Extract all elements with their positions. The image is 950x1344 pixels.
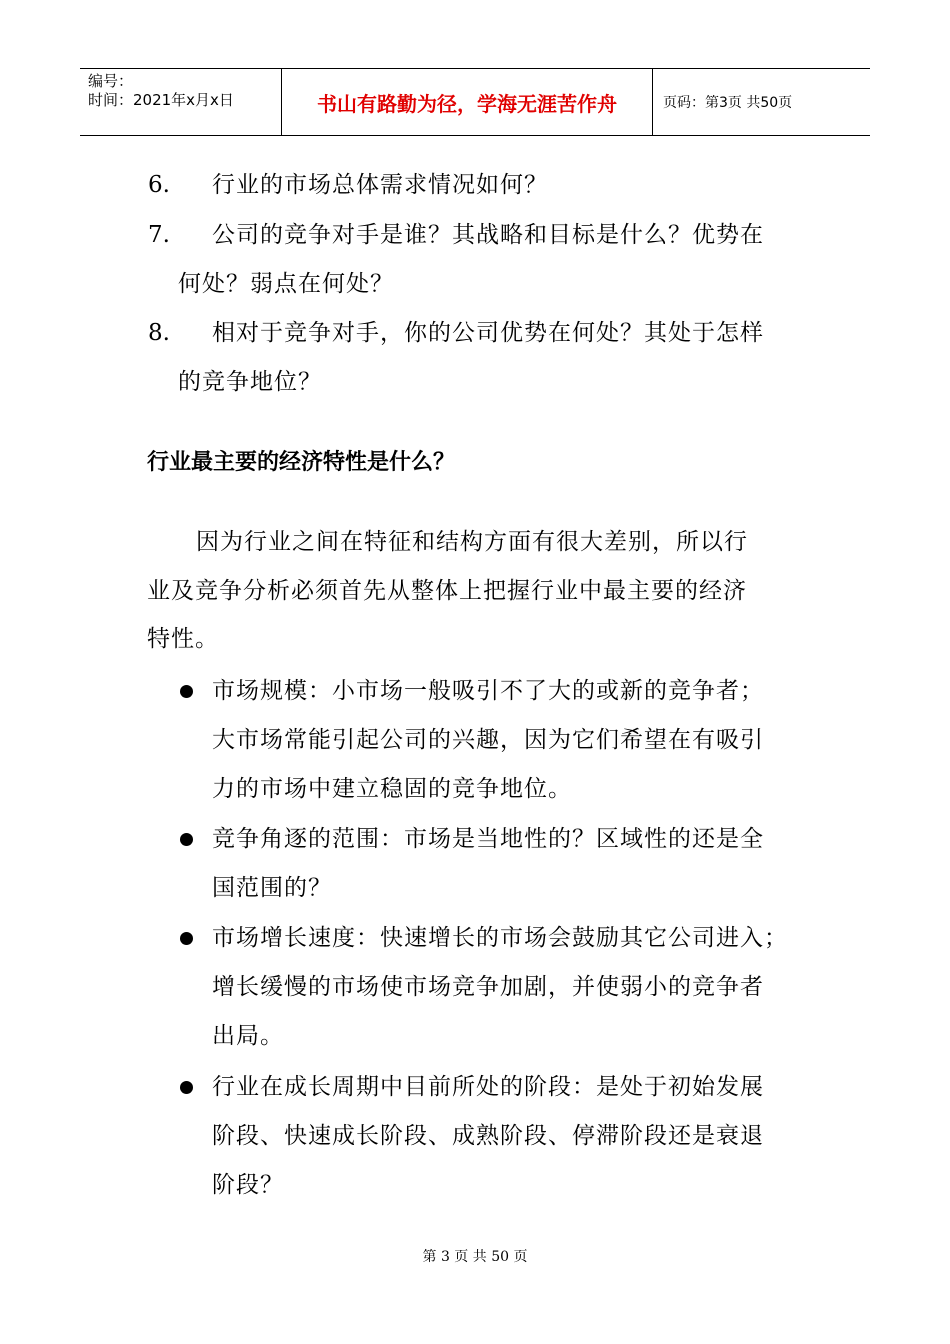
question-line: 相对于竞争对手，你的公司优势在何处？其处于怎样 xyxy=(212,320,764,346)
page-footer: 第 3 页 共 50 页 xyxy=(422,1249,528,1265)
paragraph-line: 业及竞争分析必须首先从整体上把握行业中最主要的经济 xyxy=(147,578,747,604)
question-line: 何处？弱点在何处？ xyxy=(178,271,394,297)
header-page-info: 页码：第3页 共50页 xyxy=(663,95,793,111)
header-meta xyxy=(80,69,282,135)
bullet-line: 阶段？ xyxy=(212,1172,284,1198)
bullet-line: 行业在成长周期中目前所处的阶段：是处于初始发展 xyxy=(212,1074,764,1100)
bullet-line: 国范围的？ xyxy=(212,875,332,901)
bullet-line: 竞争角逐的范围：市场是当地性的？区域性的还是全 xyxy=(212,826,764,852)
question-number: 6. xyxy=(148,172,170,198)
question-line: 公司的竞争对手是谁？其战略和目标是什么？优势在 xyxy=(212,222,764,248)
paragraph-line: 特性。 xyxy=(147,626,219,652)
time-label: 时间：2021年x月x日 xyxy=(88,91,234,109)
page-header xyxy=(80,68,870,136)
bullet-line: 市场增长速度：快速增长的市场会鼓励其它公司进入； xyxy=(212,925,788,951)
bullet-line: 力的市场中建立稳固的竞争地位。 xyxy=(212,776,572,802)
bullet-icon xyxy=(180,932,193,945)
paragraph-line: 因为行业之间在特征和结构方面有很大差别，所以行 xyxy=(196,529,748,555)
question-number: 7. xyxy=(148,222,170,248)
bullet-icon xyxy=(180,685,193,698)
bullet-icon xyxy=(180,833,193,846)
question-line: 的竞争地位？ xyxy=(178,369,322,395)
bullet-line: 阶段、快速成长阶段、成熟阶段、停滞阶段还是衰退 xyxy=(212,1123,764,1149)
header-motto: 书山有路勤为径，学海无涯苦作舟 xyxy=(282,69,653,135)
number-label: 编号： xyxy=(88,72,134,90)
bullet-line: 大市场常能引起公司的兴趣，因为它们希望在有吸引 xyxy=(212,727,764,753)
question-line: 行业的市场总体需求情况如何？ xyxy=(212,172,548,198)
question-number: 8. xyxy=(148,320,170,346)
bullet-line: 市场规模：小市场一般吸引不了大的或新的竞争者； xyxy=(212,678,764,704)
bullet-icon xyxy=(180,1081,193,1094)
section-heading: 行业最主要的经济特性是什么？ xyxy=(147,450,456,475)
bullet-line: 增长缓慢的市场使市场竞争加剧，并使弱小的竞争者 xyxy=(212,974,764,1000)
bullet-line: 出局。 xyxy=(212,1023,284,1049)
